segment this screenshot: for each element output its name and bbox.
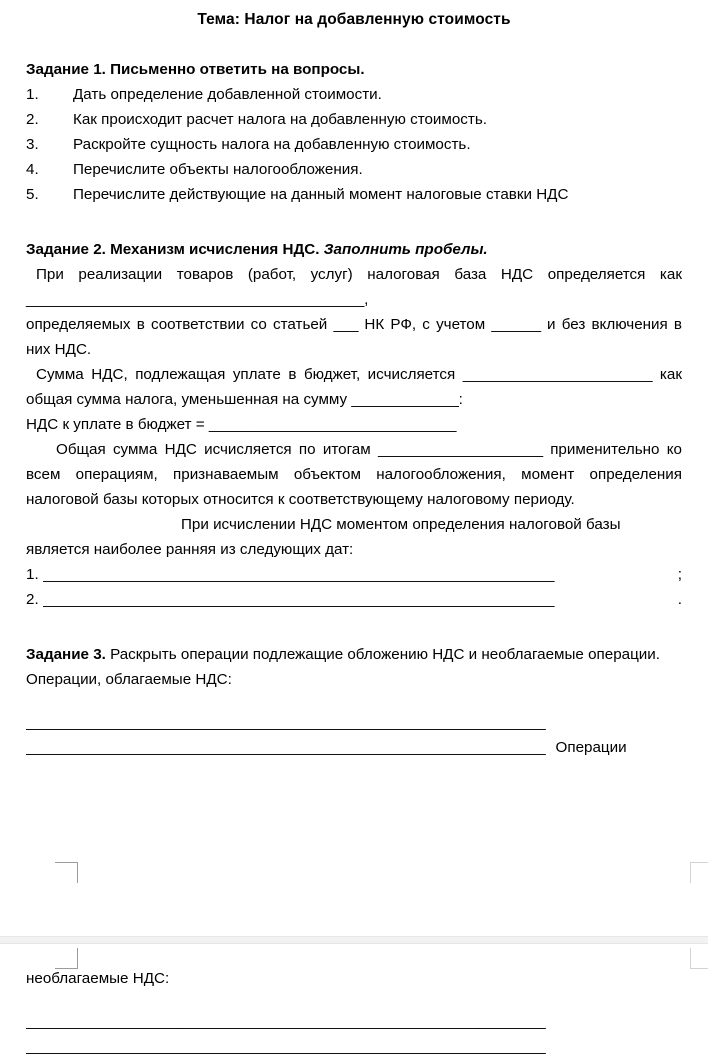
- list-item: [26, 82, 682, 107]
- task-3-answer-rule-3[interactable]: _______________________________________________________________: [26, 1013, 546, 1030]
- list-item-label: Перечислите объекты налогообложения.: [73, 160, 363, 178]
- task-2-p2-text-c: и без включения в них НДС.: [26, 315, 682, 358]
- task-2-paragraph-4: [26, 412, 682, 437]
- list-item-label: Дать определение добавленной стоимости.: [73, 85, 382, 103]
- page-margin-corner-bottom-left-icon: [55, 862, 78, 883]
- spacer-before-rules-2: [26, 991, 682, 1009]
- task-2-paragraph-2: [26, 312, 682, 362]
- list-item-number: 5.: [26, 185, 39, 203]
- blank-line-rule[interactable]: ______________________________________________________________: [43, 565, 555, 583]
- task-2-p3-text-b: как общая сумма налога, уменьшенная на сумму: [26, 365, 682, 408]
- spacer-after-title: [26, 31, 682, 57]
- list-item: [26, 107, 682, 132]
- task-3-subheading-taxable: Операции, облагаемые НДС:: [26, 670, 232, 688]
- list-item: [26, 182, 682, 207]
- page-margin-corner-top-right-icon: [690, 948, 708, 969]
- fill-in-blank[interactable]: _______________________: [462, 365, 653, 383]
- blank-line-rule[interactable]: ______________________________________________________________: [43, 590, 555, 608]
- task-2-p2-text-b: НК РФ, с учетом: [358, 315, 492, 333]
- fill-in-blank[interactable]: ___: [333, 315, 359, 333]
- task-3-heading: [26, 642, 682, 667]
- page-margin-corner-bottom-right-icon: [690, 862, 708, 883]
- spacer-before-task-3: [26, 612, 682, 642]
- page-title: Тема: Налог на добавленную стоимость: [197, 11, 511, 28]
- blank-line-terminator: .: [677, 590, 682, 608]
- task-2-p5-text-a: Общая сумма НДС исчисляется по итогам: [56, 440, 378, 458]
- task-2-paragraph-6: [26, 512, 682, 562]
- task-2-blank-line-2: [26, 587, 682, 612]
- page-break-gap: [0, 936, 708, 944]
- list-item-number: 2.: [26, 110, 39, 128]
- task-2-paragraph-5: [26, 437, 682, 512]
- list-item-label: Перечислите действующие на данный момент налоговые ставки НДС: [73, 185, 569, 203]
- task-2-p1-text-a: При реализации товаров (работ, услуг) налоговая база НДС определяется как: [36, 265, 682, 283]
- fill-in-blank[interactable]: _________________________________________: [26, 290, 365, 308]
- task-3-heading-rest: Раскрыть операции подлежащие обложению НДС и необлагаемые операции.: [105, 645, 660, 663]
- task-2-p5-text-b: применительно ко всем операциям, признаваемым объектом налогообложения, момент определения налоговой базы которых относится к соответствующему налоговому периоду.: [26, 440, 683, 508]
- task-2-heading-italic: Заполнить пробелы.: [323, 240, 488, 258]
- task-2-blank-line-1: [26, 562, 682, 587]
- spacer-before-rules: [26, 692, 682, 710]
- task-2-paragraph-3: [26, 362, 682, 412]
- fill-in-blank[interactable]: ______________________________: [208, 415, 457, 433]
- spacer-before-task-2: [26, 207, 682, 237]
- task-3-heading-bold: Задание 3.: [26, 645, 106, 663]
- list-item-number: 4.: [26, 160, 39, 178]
- fill-in-blank[interactable]: ____________________: [377, 440, 543, 458]
- list-item-label: Как происходит расчет налога на добавленную стоимость.: [73, 110, 487, 128]
- task-1-question-list: [26, 82, 682, 207]
- blank-line-number: 2.: [26, 590, 39, 608]
- fill-in-blank[interactable]: ______: [491, 315, 541, 333]
- list-item-label: Раскройте сущность налога на добавленную стоимость.: [73, 135, 471, 153]
- list-item-number: 1.: [26, 85, 39, 103]
- task-2-p6-text: При исчислении НДС моментом определения налоговой базы является наиболее ранняя из следующих дат:: [26, 515, 621, 558]
- task-3-subheading-exempt: необлагаемые НДС:: [26, 970, 170, 987]
- task-2-paragraph-1: [26, 262, 682, 312]
- task-3-answer-rule-2[interactable]: _______________________________________________________________: [26, 738, 546, 756]
- task-1-heading: Задание 1. Письменно ответить на вопросы.: [26, 60, 365, 78]
- task-2-p4-text-a: НДС к уплате в бюджет =: [26, 415, 209, 433]
- task-2-p1-text-b: ,: [364, 290, 369, 308]
- blank-line-number: 1.: [26, 565, 39, 583]
- document-page-2: [0, 944, 708, 1055]
- task-3-answer-rule-2-row: [26, 735, 682, 760]
- page-2-content: [26, 966, 682, 1059]
- list-item: [26, 157, 682, 182]
- task-2-p3-text-c: :: [458, 390, 463, 408]
- task-2-p3-text-a: Сумма НДС, подлежащая уплате в бюджет, исчисляется: [36, 365, 463, 383]
- blank-line-terminator: ;: [677, 565, 682, 583]
- task-3-answer-rule-1[interactable]: _______________________________________________________________: [26, 713, 546, 731]
- task-2-heading-bold: Задание 2. Механизм исчисления НДС.: [26, 240, 320, 258]
- task-2-heading: [26, 237, 682, 262]
- task-3-answer-rule-4[interactable]: _______________________________________________________________: [26, 1038, 546, 1055]
- task-3-trailing-word: Операции: [555, 738, 627, 756]
- page-1-content: [26, 0, 682, 760]
- task-2-p2-text-a: определяемых в соответствии со статьей: [26, 315, 334, 333]
- list-item-number: 3.: [26, 135, 39, 153]
- fill-in-blank[interactable]: _____________: [351, 390, 459, 408]
- list-item: [26, 132, 682, 157]
